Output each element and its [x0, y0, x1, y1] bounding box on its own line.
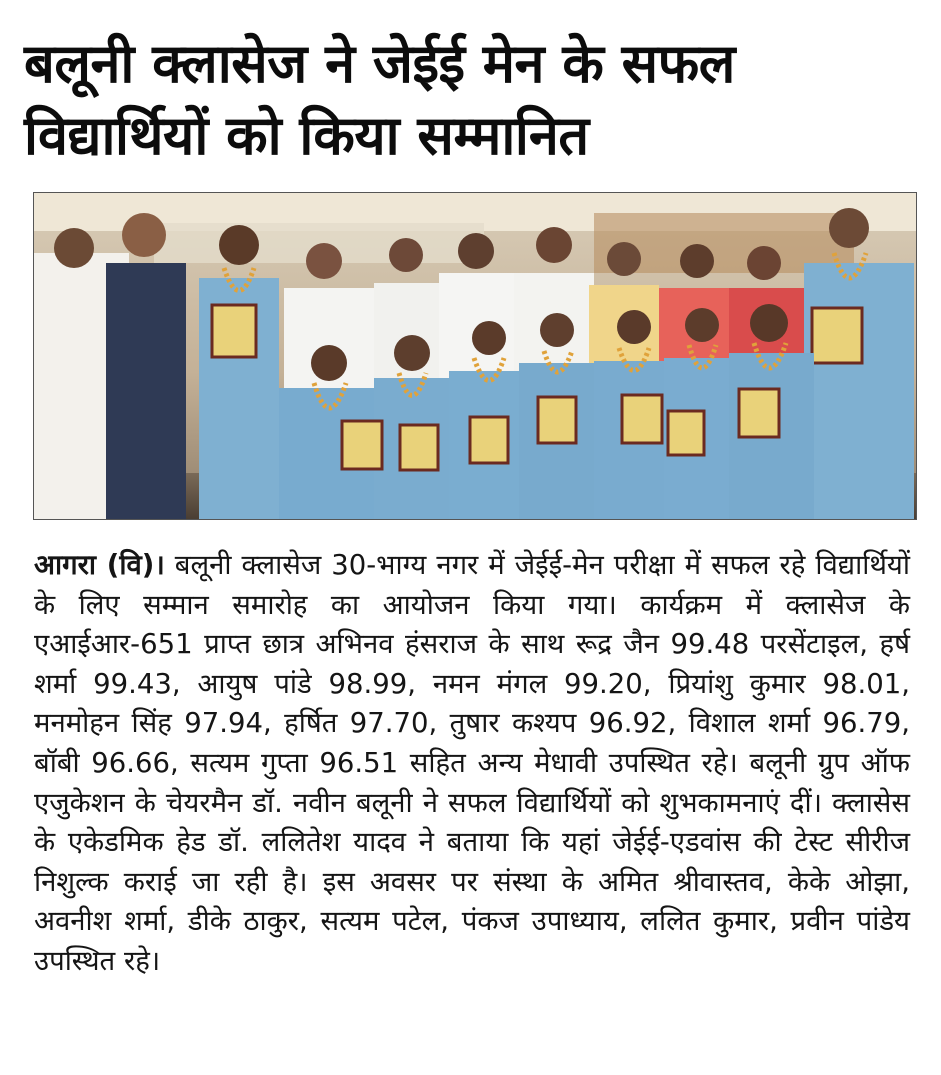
article-text: बलूनी क्लासेज 30-भाग्य नगर में जेईई-मेन परीक्षा में सफल रहे विद्यार्थियों के लिए सम्मान समारोह का आयोजन किया गया। कार्यक्रम में क्लासेज के एआईआर-651 प्राप्त छात्र अभिनव हंसराज के साथ रूद्र जैन 99.48 परसेंटाइल, हर्ष शर्मा 99.43, आयुष पांडे 98.99, नमन मंगल 99.20, प्रियांशु कुमार 98.01, मनमोहन सिंह 97.94, हर्षित 97.70, तुषार कश्यप 96.92, विशाल शर्मा 96.79, बॉबी 96.66, सत्यम गुप्ता 96.51 सहित अन्य मेधावी उपस्थित रहे। बलूनी ग्रुप ऑफ एजुकेशन के चेयरमैन डॉ. नवीन बलूनी ने सफल विद्यार्थियों को शुभकामनाएं दीं। क्लासेस के एकेडमिक हेड डॉ. ललितेश यादव ने बताया कि यहां जेईई-एडवांस की टेस्ट सीरीज निशुल्क कराई जा रही है। इस अवसर पर संस्था के अमित श्रीवास्तव, केके ओझा, अवनीश शर्मा, डीके ठाकुर, सत्यम पटेल, पंकज उपाध्याय, ललित कुमार, प्रवीन पांडेय उपस्थित रहे।: [34, 549, 910, 977]
news-photo: [33, 192, 917, 520]
group-photo-illustration: [34, 193, 916, 519]
headline-line-1: बलूनी क्लासेज ने जेईई मेन के सफल: [24, 32, 735, 95]
headline-line-2: विद्यार्थियों को किया सम्मानित: [24, 104, 589, 167]
dateline: आगरा (वि)।: [34, 549, 165, 581]
headline: [24, 28, 924, 172]
article-body: [34, 546, 910, 982]
